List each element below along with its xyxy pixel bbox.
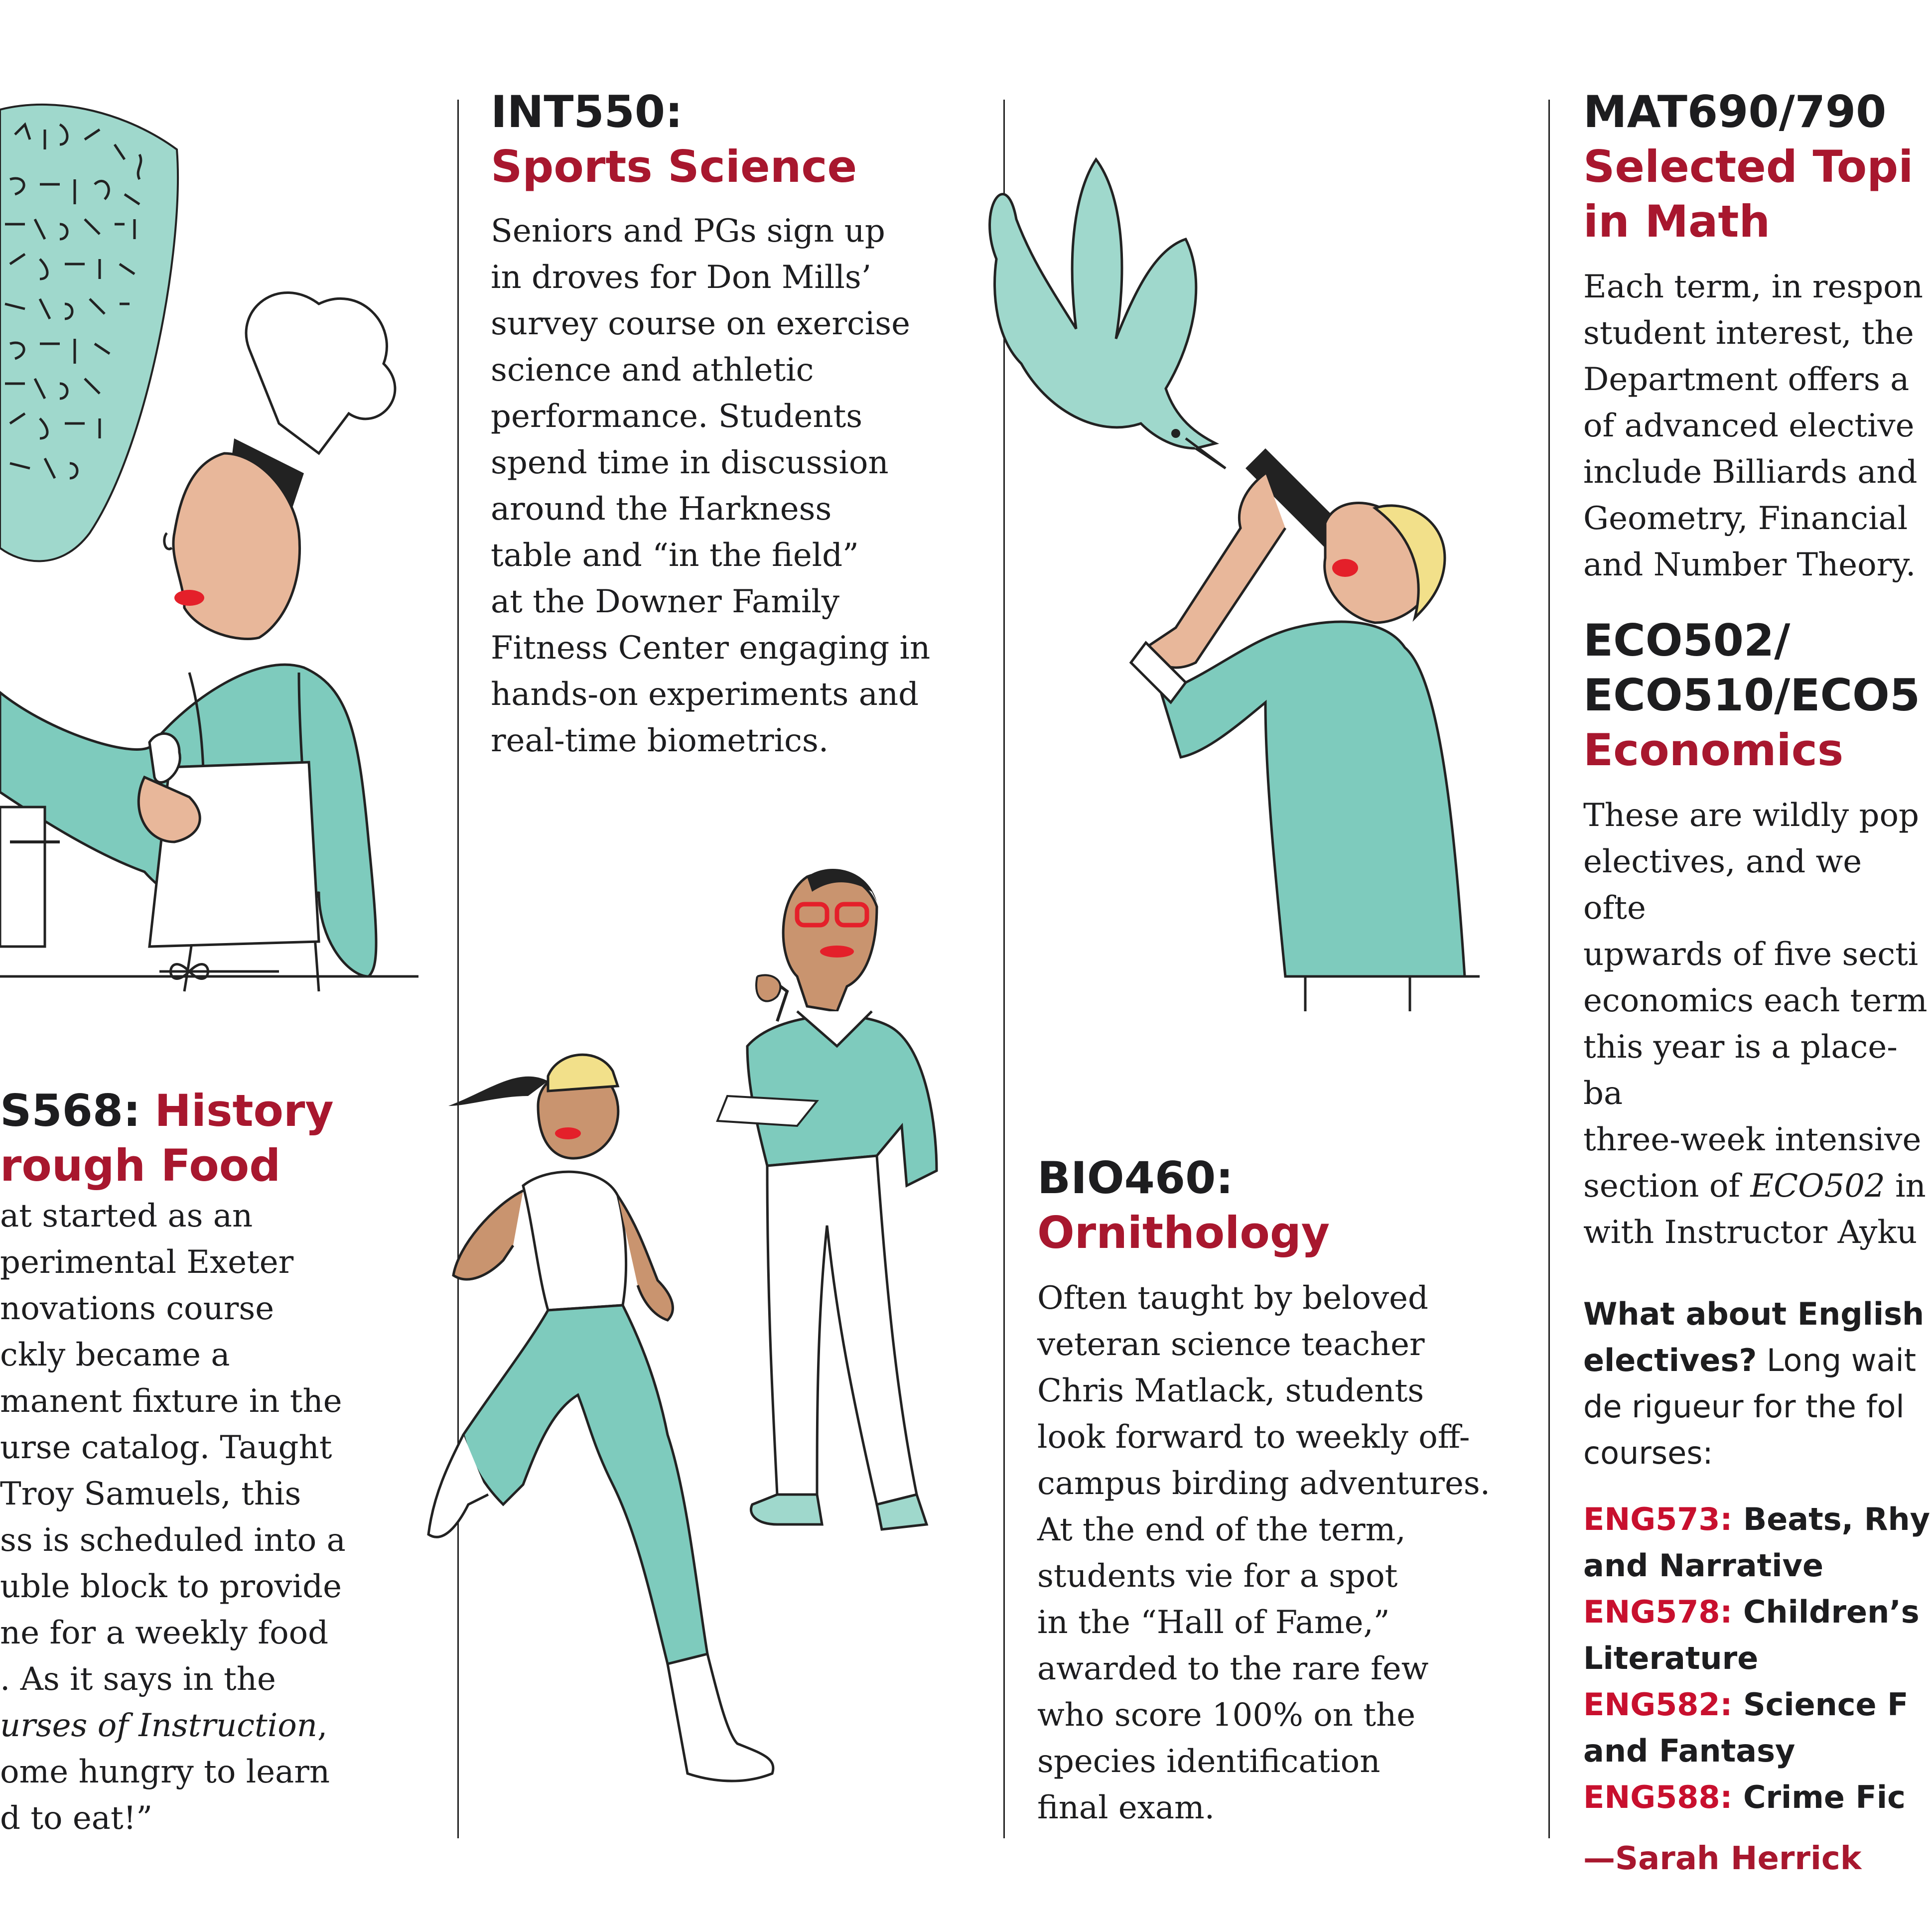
math-title-line2: in Math	[1583, 196, 1771, 247]
ornithology-course-code: BIO460:	[1037, 1152, 1234, 1204]
history-title-line1: History	[154, 1085, 334, 1136]
history-title-line2: rough Food	[0, 1140, 281, 1191]
math-heading	[1583, 85, 1932, 249]
eco-body-end: with Instructor Ayku	[1583, 1214, 1918, 1251]
english-question-rest: Long wait de rigueur for the fol courses:	[1583, 1342, 1917, 1471]
author-byline: —Sarah Herrick	[1583, 1840, 1862, 1877]
eng578-name-line2: Literature	[1583, 1640, 1759, 1676]
chef-illustration	[0, 95, 428, 1021]
sports-course-code: INT550:	[491, 86, 683, 137]
ornithology-body: Often taught by beloved veteran science teacher Chris Matlack, students look forward to weekly off- campus birding adventures. At the end of the term, students vie for a spot in the “Hall of Fame,” awarded to the rare few who score 100% on the species identification final exam.	[1037, 1280, 1491, 1826]
runner-teacher-illustration	[438, 847, 1006, 1853]
ornithology-heading	[1037, 1151, 1535, 1260]
eng588-name: Crime Fic	[1743, 1779, 1906, 1815]
english-question-bold: What about English electives?	[1583, 1296, 1925, 1378]
history-body	[0, 1193, 448, 1842]
english-course-item	[1583, 1496, 1932, 1589]
eng582-code: ENG582:	[1583, 1686, 1733, 1723]
sports-heading	[491, 85, 989, 194]
sports-body: Seniors and PGs sign up in droves for Don Mills’ survey course on exercise science and athletic performance. Students spend time in discussion around the Harkness table and “in the field” at the Downer Family Fitness Center engaging in hands-on experiments and real-time biometrics.	[491, 213, 931, 759]
column-sports-science	[491, 85, 989, 764]
english-question	[1583, 1291, 1932, 1476]
eco-title: Economics	[1583, 724, 1844, 776]
eco-body-in: in	[1885, 1168, 1926, 1205]
eco-code-line1: ECO502/	[1583, 615, 1791, 666]
eng582-name-line2: and Fantasy	[1583, 1733, 1795, 1769]
eng578-name: Children’s	[1743, 1594, 1920, 1630]
history-heading	[0, 1084, 448, 1193]
eco-body	[1583, 793, 1932, 1256]
history-body-end: ome hungry to learn d to eat!”	[0, 1754, 330, 1837]
eng578-code: ENG578:	[1583, 1594, 1733, 1630]
english-course-list	[1583, 1496, 1932, 1820]
eco-body-text: These are wildly pop electives, and we ofte upwards of five secti economics each term this year is a place-ba three-week intensive section of	[1583, 797, 1928, 1205]
bird-singer-illustration	[976, 130, 1524, 1076]
english-course-item	[1583, 1774, 1932, 1820]
history-course-code: S568:	[0, 1085, 141, 1136]
sports-title: Sports Science	[491, 141, 857, 192]
math-course-code: MAT690/790	[1583, 86, 1887, 137]
column-math-economics-english	[1583, 85, 1932, 1877]
eng573-code: ENG573:	[1583, 1501, 1733, 1537]
eco-body-italic: ECO502	[1750, 1168, 1885, 1205]
eng582-name: Science F	[1743, 1686, 1909, 1723]
english-course-item	[1583, 1681, 1932, 1774]
column-rule-3	[1548, 100, 1550, 1838]
eng588-code: ENG588:	[1583, 1779, 1733, 1815]
math-title-line1: Selected Topi	[1583, 141, 1914, 192]
eng573-name: Beats, Rhy	[1743, 1501, 1931, 1537]
ornithology-title: Ornithology	[1037, 1207, 1330, 1258]
eco-code-line2: ECO510/ECO5	[1583, 670, 1921, 721]
history-body-italic: urses of Instruction	[0, 1707, 317, 1744]
eco-heading	[1583, 613, 1932, 778]
eng573-name-line2: and Narrative	[1583, 1547, 1824, 1584]
history-body-comma: ,	[317, 1707, 328, 1744]
column-ornithology	[1037, 1151, 1535, 1831]
column-history-through-food	[0, 1084, 448, 1842]
math-body: Each term, in respon student interest, the Department offers a of advanced elective include Billiards and Geometry, Financial and Number Theory.	[1583, 269, 1923, 583]
english-course-item	[1583, 1589, 1932, 1681]
history-body-text: at started as an perimental Exeter novations course ckly became a manent fixture in the urse catalog. Taught Troy Samuels, this ss is scheduled into a uble block to provide ne for a weekly food . As it says in the	[0, 1198, 346, 1698]
